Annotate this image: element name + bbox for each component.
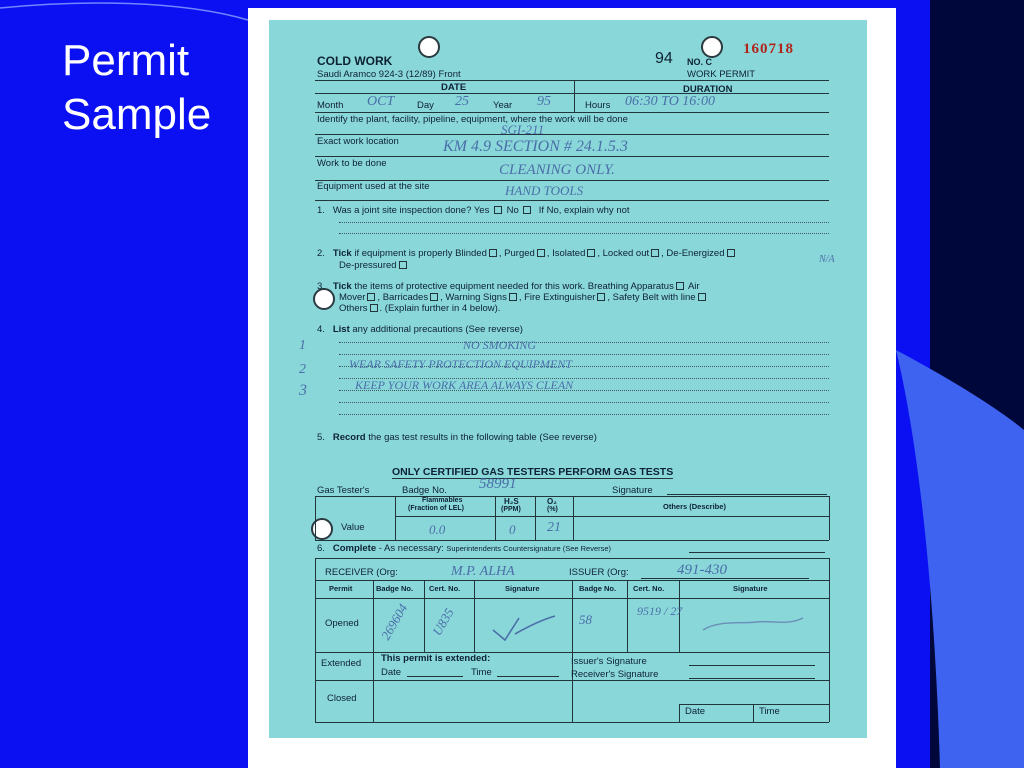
others-checkbox[interactable] <box>370 304 378 312</box>
precaution-3: KEEP YOUR WORK AREA ALWAYS CLEAN <box>355 378 574 392</box>
year-label: Year <box>493 100 513 111</box>
q4-text: any additional precautions (See reverse) <box>352 324 523 335</box>
table-border <box>753 704 754 722</box>
extended-heading: This permit is extended: <box>381 653 491 664</box>
hours-value: 06:30 TO 16:00 <box>625 94 715 109</box>
table-border <box>395 516 829 517</box>
table-border <box>474 580 475 652</box>
title-line-1: Permit <box>62 36 190 85</box>
answer-line <box>339 233 829 234</box>
locked-checkbox[interactable] <box>651 249 659 257</box>
isolated-checkbox[interactable] <box>587 249 595 257</box>
rule <box>315 134 829 135</box>
blinded-checkbox[interactable] <box>489 249 497 257</box>
others-header: Others (Describe) <box>663 502 726 511</box>
col-signature-issuer: Signature <box>733 584 768 593</box>
q5-row: 5. Record the gas test results in the following table (See reverse) <box>317 432 597 443</box>
col-permit: Permit <box>329 584 353 593</box>
day-value: 25 <box>455 94 469 109</box>
h2s-header: H₂S <box>504 497 519 506</box>
precaution-marker-1: 1 <box>299 338 306 353</box>
q1-explain: If No, explain why not <box>538 205 630 216</box>
fraction-header: (Fraction of LEL) <box>408 505 464 512</box>
date-header: DATE <box>441 82 467 93</box>
month-label: Month <box>317 100 344 111</box>
depressured-label: De-pressured <box>339 260 397 271</box>
q5-text: the gas test results in the following table (See reverse) <box>368 432 597 443</box>
issuer-signature-label: Issuer's Signature <box>571 656 647 667</box>
day-label: Day <box>417 100 434 111</box>
answer-line <box>339 342 829 343</box>
fire-checkbox[interactable] <box>597 293 605 301</box>
location-label: Exact work location <box>317 136 399 147</box>
gas-heading: ONLY CERTIFIED GAS TESTERS PERFORM GAS TESTS <box>392 466 674 478</box>
airmover-checkbox[interactable] <box>367 293 375 301</box>
pct-header: (%) <box>547 506 558 513</box>
date-line <box>407 676 463 677</box>
q3-row-3: Others . (Explain further in 4 below). <box>339 303 501 314</box>
q3-bold: Tick <box>332 281 352 292</box>
table-border <box>679 704 680 722</box>
warning-checkbox[interactable] <box>509 293 517 301</box>
q1-row: 1. Was a joint site inspection done? Yes No If No, explain why not <box>317 205 630 216</box>
na-mark: N/A <box>819 254 835 265</box>
table-border <box>424 580 425 652</box>
table-border <box>535 496 536 540</box>
location-value: KM 4.9 SECTION # 24.1.5.3 <box>443 138 628 155</box>
identify-label: Identify the plant, facility, pipeline, equipment, where the work will be done <box>317 114 628 125</box>
no-label: NO. C <box>687 57 713 67</box>
q6-bold: Complete <box>332 543 377 554</box>
row-closed: Closed <box>327 693 357 704</box>
issuer-cert: 9519 / 27 <box>637 604 683 618</box>
slide-title <box>62 34 211 142</box>
rule <box>574 80 575 112</box>
precaution-marker-2: 2 <box>299 362 306 377</box>
answer-line <box>339 354 829 355</box>
no-checkbox[interactable] <box>523 206 531 214</box>
value-o2: 21 <box>547 520 561 535</box>
rule <box>315 200 829 201</box>
signature-line <box>689 665 815 666</box>
belt-label: Safety Belt with line <box>612 292 696 303</box>
value-flammables: 0.0 <box>429 522 446 537</box>
barricades-checkbox[interactable] <box>430 293 438 301</box>
q6-row: 6. Complete - As necessary: Superintendents Countersignature (See Reverse) <box>317 543 612 554</box>
permit-form <box>269 20 867 738</box>
col-badge-issuer: Badge No. <box>579 584 617 593</box>
opened-badge: 269604 <box>377 601 411 643</box>
rule <box>315 156 829 157</box>
equipment-label: Equipment used at the site <box>317 181 430 192</box>
form-title: COLD WORK <box>317 54 393 68</box>
gas-badge-value: 58991 <box>479 476 517 492</box>
extended-time-label: Time <box>471 667 492 678</box>
breathing-checkbox[interactable] <box>676 282 684 290</box>
issuer-signature <box>699 612 809 638</box>
punch-hole <box>701 36 723 58</box>
handwritten-number: 94 <box>655 50 673 67</box>
table-border <box>829 496 830 540</box>
col-cert: Cert. No. <box>429 584 461 593</box>
precaution-2: WEAR SAFETY PROTECTION EQUIPMENT <box>349 357 572 371</box>
equipment-value: HAND TOOLS <box>505 183 584 198</box>
table-border <box>679 704 829 705</box>
form-subtitle: Saudi Aramco 924-3 (12/89) Front <box>317 69 461 80</box>
badge-label: Badge No. <box>402 485 447 496</box>
purged-label: Purged <box>504 248 535 259</box>
locked-label: Locked out <box>602 248 650 259</box>
row-extended: Extended <box>321 658 362 669</box>
col-badge: Badge No. <box>376 584 414 593</box>
work-permit-label: WORK PERMIT <box>687 69 756 80</box>
air-label: Air <box>687 281 700 292</box>
receiver-org-value: M.P. ALHA <box>451 564 515 579</box>
table-border <box>395 496 396 540</box>
title-line-2: Sample <box>62 90 212 139</box>
gas-tester-label: Gas Tester's <box>317 485 370 496</box>
col-signature: Signature <box>505 584 540 593</box>
q6-small: Superintendents Countersignature (See Reverse) <box>446 544 612 553</box>
table-border <box>315 558 316 722</box>
row-opened: Opened <box>325 618 359 629</box>
isolated-label: Isolated <box>552 248 586 259</box>
belt-checkbox[interactable] <box>698 293 706 301</box>
precaution-marker-3: 3 <box>299 382 307 399</box>
hours-label: Hours <box>585 100 611 111</box>
receiver-signature <box>489 608 563 646</box>
signature-line <box>689 552 825 553</box>
q2-text: if equipment is properly Blinded <box>354 248 487 259</box>
answer-line <box>339 414 829 415</box>
year-value: 95 <box>537 94 551 109</box>
work-label: Work to be done <box>317 158 387 169</box>
table-border <box>315 496 316 540</box>
issuer-org-label: ISSUER (Org: <box>569 567 629 578</box>
value-label: Value <box>341 522 365 533</box>
duration-header: DURATION <box>683 84 733 95</box>
flammables-header: Flammables <box>422 497 463 504</box>
q4-row: 4. List any additional precautions (See reverse) <box>317 324 523 335</box>
opened-cert: U835 <box>429 605 457 639</box>
issuer-badge: 58 <box>579 612 592 627</box>
ppm-header: (PPM) <box>501 506 521 513</box>
extended-date-label: Date <box>381 667 402 678</box>
value-h2s: 0 <box>509 522 516 537</box>
month-value: OCT <box>367 94 395 109</box>
col-cert-issuer: Cert. No. <box>633 584 665 593</box>
others-label: Others <box>339 303 368 314</box>
deenergized-checkbox[interactable] <box>727 249 735 257</box>
q3-text: the items of protective equipment needed for this work. Breathing Apparatus <box>354 281 674 292</box>
table-border <box>627 580 628 652</box>
table-border <box>572 580 573 722</box>
q1-no-label: No <box>506 205 519 216</box>
receiver-org-label: RECEIVER (Org: <box>325 567 398 578</box>
signature-line <box>689 678 815 679</box>
yes-checkbox[interactable] <box>494 206 502 214</box>
answer-line <box>339 222 829 223</box>
table-border <box>315 722 829 723</box>
depressured-checkbox[interactable] <box>399 261 407 269</box>
q3-explain: (Explain further in 4 below). <box>384 303 501 314</box>
o2-header: O₂ <box>547 497 557 506</box>
closed-time-label: Time <box>759 706 780 717</box>
table-border <box>315 558 829 559</box>
table-border <box>829 558 830 722</box>
q5-bold: Record <box>332 432 366 443</box>
q3-row-2: Mover , Barricades , Warning Signs , Fire Extinguisher , Safety Belt with line <box>339 292 708 303</box>
deenergized-label: De-Energized <box>666 248 725 259</box>
serial-number: 160718 <box>743 41 794 57</box>
identify-value: SGI-211 <box>501 122 545 137</box>
rule <box>315 112 829 113</box>
precaution-1: NO SMOKING <box>463 338 537 352</box>
table-border <box>573 496 574 540</box>
q6-text: - As necessary: <box>378 543 444 554</box>
signature-line <box>641 578 809 579</box>
signature-line <box>667 494 827 495</box>
closed-date-label: Date <box>685 706 706 717</box>
punch-hole <box>418 36 440 58</box>
table-border <box>495 496 496 540</box>
q2-row-2 <box>339 260 409 271</box>
warning-label: Warning Signs <box>445 292 507 303</box>
rule <box>315 80 829 81</box>
table-border <box>315 540 829 541</box>
q4-bold: List <box>332 324 350 335</box>
barricades-label: Barricades <box>382 292 429 303</box>
gas-signature-label: Signature <box>612 485 653 496</box>
table-border <box>315 496 829 497</box>
receiver-signature-label: Receiver's Signature <box>571 669 659 680</box>
mover-label: Mover <box>339 292 366 303</box>
answer-line <box>339 402 829 403</box>
q1-text: Was a joint site inspection done? Yes <box>332 205 490 216</box>
issuer-org-value: 491-430 <box>677 562 727 578</box>
work-value: CLEANING ONLY. <box>499 162 615 178</box>
fire-label: Fire Extinguisher <box>524 292 596 303</box>
q3-row: 3. Tick the items of protective equipment needed for this work. Breathing Apparatus Air <box>317 281 700 292</box>
q2-bold: Tick <box>332 248 352 259</box>
purged-checkbox[interactable] <box>537 249 545 257</box>
time-line <box>497 676 559 677</box>
table-border <box>373 580 374 722</box>
q2-row: 2. Tick if equipment is properly Blinded , Purged , Isolated , Locked out , De-Energized <box>317 248 737 259</box>
